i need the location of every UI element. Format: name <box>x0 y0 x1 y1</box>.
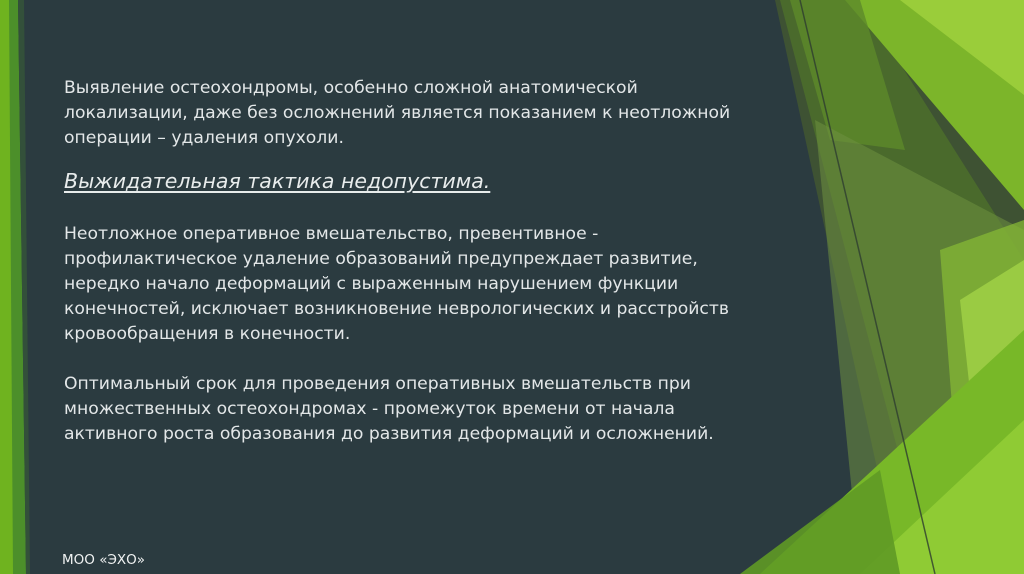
footer-organization: МОО «ЭХО» <box>62 552 146 568</box>
paragraph-timing: Оптимальный срок для проведения оперативных вмешательств при множественных остеохондромах - промежуток времени от начала активного роста образования до развития деформаций и осложнений. <box>64 374 714 444</box>
emphasis-statement: Выжидательная тактика недопустима. <box>64 169 491 193</box>
paragraph-diagnosis: Выявление остеохондромы, особенно сложной анатомической локализации, даже без осложнений является показанием к неотложной операции – удаления опухоли. <box>64 78 731 148</box>
paragraph-surgery: Неотложное оперативное вмешательство, превентивное - профилактическое удаление образований предупреждает развитие, нередко начало деформаций с выраженным нарушением функции конечностей, исключает возникновение неврологических и расстройств кровообращения в конечности. <box>64 224 730 344</box>
slide-body <box>64 76 764 447</box>
facet-bottom-mid <box>740 470 900 574</box>
